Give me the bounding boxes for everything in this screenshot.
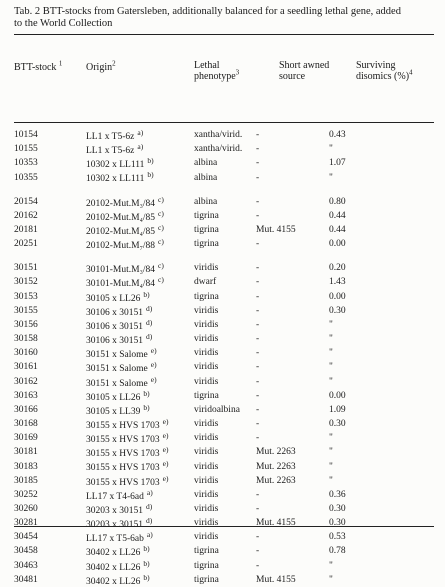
surviving-disomics-cell: 1.09 xyxy=(329,404,346,415)
table-row xyxy=(14,459,434,473)
surviving-disomics-cell: 0.44 xyxy=(329,210,346,221)
stock-cell: 30252 xyxy=(14,489,38,500)
stock-cell: 30152 xyxy=(14,277,38,288)
lethal-phenotype-cell: viridis xyxy=(194,489,219,500)
origin-footnote: d) xyxy=(146,516,153,526)
bottom-rule xyxy=(14,526,434,527)
header-surviving-line-1: Surviving xyxy=(356,60,396,71)
origin-cell xyxy=(86,530,194,544)
stock-cell: 30163 xyxy=(14,390,38,401)
short-awned-source-cell: Mut. 2263 xyxy=(256,447,296,458)
origin-footnote: a) xyxy=(146,530,153,540)
short-awned-source-cell: - xyxy=(256,560,260,571)
stock-cell: 30151 xyxy=(14,263,38,274)
origin-text: 30155 x HVS 1703 xyxy=(86,435,160,446)
origin-cell xyxy=(86,346,194,360)
origin-footnote: c) xyxy=(158,194,164,204)
stock-cell: 30153 xyxy=(14,291,38,302)
origin-text: 30151 x Salome xyxy=(86,378,148,389)
surviving-disomics-cell: 0.00 xyxy=(329,291,346,302)
lethal-phenotype-cell: viridis xyxy=(194,532,219,543)
short-awned-source-cell: - xyxy=(256,362,260,373)
header-source xyxy=(279,60,329,82)
surviving-disomics-cell: " xyxy=(329,334,333,345)
surviving-disomics-cell: 0.00 xyxy=(329,390,346,401)
stock-cell: 30160 xyxy=(14,348,38,359)
short-awned-source-cell: - xyxy=(256,130,260,141)
surviving-disomics-cell: 1.43 xyxy=(329,277,346,288)
origin-footnote: e) xyxy=(162,459,169,469)
header-stock-footnote: 1 xyxy=(58,59,63,68)
origin-cell xyxy=(86,459,194,473)
header-surviving-footnote: 4 xyxy=(409,68,413,77)
lethal-phenotype-cell: tigrina xyxy=(194,225,219,236)
origin-footnote: b) xyxy=(143,572,150,582)
origin-cell xyxy=(86,318,194,332)
short-awned-source-cell: - xyxy=(256,277,260,288)
origin-cell xyxy=(86,516,194,530)
group-spacer xyxy=(14,251,434,261)
stock-cell: 30156 xyxy=(14,319,38,330)
origin-text: 30106 x 30151 xyxy=(86,336,143,347)
stock-cell: 30161 xyxy=(14,362,38,373)
lethal-phenotype-cell: viridis xyxy=(194,263,219,274)
surviving-disomics-cell: 1.07 xyxy=(329,158,346,169)
surviving-disomics-cell: 0.30 xyxy=(329,305,346,316)
short-awned-source-cell: Mut. 2263 xyxy=(256,475,296,486)
surviving-disomics-cell: 0.43 xyxy=(329,130,346,141)
stock-cell: 10355 xyxy=(14,172,38,183)
caption-line-1: Tab. 2 BTT-stocks from Gatersleben, additionally balanced for a seedling lethal gene, added xyxy=(14,6,401,17)
origin-footnote: c) xyxy=(158,275,164,285)
origin-text: 30101-Mut.M₄/84 xyxy=(86,279,156,290)
origin-footnote: b) xyxy=(147,170,154,180)
short-awned-source-cell: - xyxy=(256,305,260,316)
short-awned-source-cell: - xyxy=(256,263,260,274)
stock-cell: 30155 xyxy=(14,305,38,316)
origin-cell xyxy=(86,445,194,459)
short-awned-source-cell: - xyxy=(256,158,260,169)
origin-text: 30402 x LL26 xyxy=(86,576,141,587)
stock-cell: 10353 xyxy=(14,158,38,169)
origin-text: 20102-Mut.M₄/85 xyxy=(86,212,156,223)
origin-footnote: e) xyxy=(150,360,157,370)
origin-text: 30106 x 30151 xyxy=(86,307,143,318)
surviving-disomics-cell: " xyxy=(329,319,333,330)
origin-cell xyxy=(86,195,194,209)
table-row xyxy=(14,156,434,170)
table-row xyxy=(14,346,434,360)
stock-cell: 20162 xyxy=(14,210,38,221)
short-awned-source-cell: Mut. 4155 xyxy=(256,518,296,529)
group-spacer-cell xyxy=(14,251,434,261)
lethal-phenotype-cell: viridis xyxy=(194,319,219,330)
surviving-disomics-cell: 0.80 xyxy=(329,196,346,207)
header-lethal-line-1: Lethal xyxy=(194,60,220,71)
short-awned-source-cell: - xyxy=(256,546,260,557)
lethal-phenotype-cell: viridis xyxy=(194,475,219,486)
lethal-phenotype-cell: viridoalbina xyxy=(194,404,240,415)
stock-cell: 10154 xyxy=(14,130,38,141)
stock-table xyxy=(14,128,434,587)
lethal-phenotype-cell: xantha/virid. xyxy=(194,130,243,141)
origin-footnote: a) xyxy=(137,128,144,137)
origin-footnote: e) xyxy=(162,473,169,483)
origin-footnote: e) xyxy=(162,445,169,455)
lethal-phenotype-cell: tigrina xyxy=(194,210,219,221)
lethal-phenotype-cell: albina xyxy=(194,172,218,183)
stock-cell: 30183 xyxy=(14,461,38,472)
origin-footnote: a) xyxy=(137,142,144,152)
table-row xyxy=(14,559,434,573)
surviving-disomics-cell: " xyxy=(329,433,333,444)
lethal-phenotype-cell: viridis xyxy=(194,461,219,472)
origin-cell xyxy=(86,290,194,304)
table-row xyxy=(14,304,434,318)
stock-cell: 30162 xyxy=(14,376,38,387)
table-row xyxy=(14,417,434,431)
lethal-phenotype-cell: dwarf xyxy=(194,277,217,288)
short-awned-source-cell: - xyxy=(256,390,260,401)
lethal-phenotype-cell: viridis xyxy=(194,503,219,514)
stock-cell: 30181 xyxy=(14,447,38,458)
table-row xyxy=(14,195,434,209)
stock-cell: 30481 xyxy=(14,574,38,585)
stock-table-body xyxy=(14,128,434,587)
origin-cell xyxy=(86,223,194,237)
group-spacer xyxy=(14,185,434,195)
table-row xyxy=(14,530,434,544)
origin-text: LL1 x T5-6z xyxy=(86,146,135,157)
origin-text: 20102-Mut.M₇/88 xyxy=(86,241,156,252)
table-row xyxy=(14,516,434,530)
table-row xyxy=(14,544,434,558)
table-row xyxy=(14,573,434,587)
origin-text: 30101-Mut.M₃/84 xyxy=(86,265,156,276)
origin-footnote: b) xyxy=(143,402,150,412)
stock-cell: 30454 xyxy=(14,532,38,543)
surviving-disomics-cell: 0.30 xyxy=(329,518,346,529)
origin-footnote: d) xyxy=(146,501,153,511)
surviving-disomics-cell: 0.30 xyxy=(329,419,346,430)
origin-footnote: c) xyxy=(158,261,164,271)
header-rule xyxy=(14,122,434,123)
stock-cell: 20251 xyxy=(14,239,38,250)
origin-text: 30203 x 30151 xyxy=(86,520,143,531)
origin-cell xyxy=(86,502,194,516)
lethal-phenotype-cell: viridis xyxy=(194,305,219,316)
stock-cell: 30185 xyxy=(14,475,38,486)
lethal-phenotype-cell: tigrina xyxy=(194,560,219,571)
table-row xyxy=(14,318,434,332)
surviving-disomics-cell: " xyxy=(329,461,333,472)
short-awned-source-cell: - xyxy=(256,144,260,155)
origin-footnote: b) xyxy=(143,558,150,568)
short-awned-source-cell: - xyxy=(256,419,260,430)
origin-text: 30155 x HVS 1703 xyxy=(86,421,160,432)
origin-footnote: d) xyxy=(146,317,153,327)
origin-cell xyxy=(86,142,194,156)
short-awned-source-cell: - xyxy=(256,291,260,302)
origin-cell xyxy=(86,209,194,223)
origin-cell xyxy=(86,544,194,558)
table-row xyxy=(14,389,434,403)
header-stock xyxy=(14,59,63,73)
origin-text: 30105 x LL26 xyxy=(86,392,141,403)
header-source-line-1: Short awned xyxy=(279,60,330,71)
origin-cell xyxy=(86,431,194,445)
origin-text: 30155 x HVS 1703 xyxy=(86,449,160,460)
top-rule xyxy=(14,34,434,35)
header-origin xyxy=(86,59,116,73)
stock-cell: 20181 xyxy=(14,225,38,236)
lethal-phenotype-cell: xantha/virid. xyxy=(194,144,243,155)
surviving-disomics-cell: 0.00 xyxy=(329,239,346,250)
surviving-disomics-cell: 0.20 xyxy=(329,263,346,274)
short-awned-source-cell: - xyxy=(256,348,260,359)
stock-cell: 30281 xyxy=(14,518,38,529)
surviving-disomics-cell: " xyxy=(329,560,333,571)
header-lethal-footnote: 3 xyxy=(235,68,240,77)
lethal-phenotype-cell: tigrina xyxy=(194,390,219,401)
table-row xyxy=(14,403,434,417)
table-row xyxy=(14,142,434,156)
table-row xyxy=(14,275,434,289)
origin-text: 30155 x HVS 1703 xyxy=(86,463,160,474)
short-awned-source-cell: - xyxy=(256,334,260,345)
origin-text: 10302 x LL111 xyxy=(86,160,145,171)
origin-text: LL1 x T5-6z xyxy=(86,132,135,143)
table-row xyxy=(14,237,434,251)
origin-text: 10302 x LL111 xyxy=(86,174,145,185)
lethal-phenotype-cell: viridis xyxy=(194,433,219,444)
header-lethal xyxy=(194,60,239,82)
stock-cell: 10155 xyxy=(14,144,38,155)
origin-footnote: c) xyxy=(158,237,164,247)
short-awned-source-cell: - xyxy=(256,433,260,444)
short-awned-source-cell: - xyxy=(256,196,260,207)
origin-text: 30203 x 30151 xyxy=(86,506,143,517)
origin-cell xyxy=(86,261,194,275)
origin-text: 30106 x 30151 xyxy=(86,322,143,333)
header-source-line-2: source xyxy=(279,71,306,82)
origin-footnote: c) xyxy=(158,208,164,218)
origin-text: LL17 x T4-6ad xyxy=(86,491,144,502)
table-row xyxy=(14,474,434,488)
short-awned-source-cell: - xyxy=(256,489,260,500)
table-row xyxy=(14,209,434,223)
origin-footnote: b) xyxy=(143,544,150,554)
table-row xyxy=(14,445,434,459)
stock-cell: 30168 xyxy=(14,419,38,430)
surviving-disomics-cell: " xyxy=(329,447,333,458)
surviving-disomics-cell: 0.78 xyxy=(329,546,346,557)
surviving-disomics-cell: 0.44 xyxy=(329,225,346,236)
table-row xyxy=(14,261,434,275)
lethal-phenotype-cell: albina xyxy=(194,196,218,207)
origin-cell xyxy=(86,332,194,346)
origin-footnote: b) xyxy=(147,156,154,166)
origin-text: 30151 x Salome xyxy=(86,350,148,361)
surviving-disomics-cell: " xyxy=(329,144,333,155)
header-lethal-line-2: phenotype xyxy=(194,71,236,82)
lethal-phenotype-cell: viridis xyxy=(194,376,219,387)
origin-cell xyxy=(86,170,194,184)
table-row xyxy=(14,488,434,502)
stock-cell: 30260 xyxy=(14,503,38,514)
short-awned-source-cell: Mut. 4155 xyxy=(256,225,296,236)
origin-text: 30402 x LL26 xyxy=(86,548,141,559)
short-awned-source-cell: - xyxy=(256,172,260,183)
origin-cell xyxy=(86,389,194,403)
lethal-phenotype-cell: viridis xyxy=(194,518,219,529)
origin-cell xyxy=(86,488,194,502)
stock-cell: 30463 xyxy=(14,560,38,571)
origin-cell xyxy=(86,403,194,417)
origin-cell xyxy=(86,375,194,389)
lethal-phenotype-cell: albina xyxy=(194,158,218,169)
origin-cell xyxy=(86,417,194,431)
lethal-phenotype-cell: tigrina xyxy=(194,291,219,302)
stock-cell: 30158 xyxy=(14,334,38,345)
group-spacer-cell xyxy=(14,185,434,195)
origin-cell xyxy=(86,128,194,142)
origin-footnote: b) xyxy=(143,388,150,398)
origin-text: 30105 x LL26 xyxy=(86,293,141,304)
lethal-phenotype-cell: viridis xyxy=(194,419,219,430)
stock-cell: 30458 xyxy=(14,546,38,557)
origin-text: 30105 x LL39 xyxy=(86,406,141,417)
origin-footnote: d) xyxy=(146,332,153,342)
short-awned-source-cell: - xyxy=(256,239,260,250)
stock-cell: 30166 xyxy=(14,404,38,415)
header-stock-text: BTT-stock xyxy=(14,62,57,73)
short-awned-source-cell: - xyxy=(256,210,260,221)
surviving-disomics-cell: " xyxy=(329,172,333,183)
short-awned-source-cell: - xyxy=(256,376,260,387)
surviving-disomics-cell: " xyxy=(329,348,333,359)
table-row xyxy=(14,375,434,389)
caption-line-2: to the World Collection xyxy=(14,18,113,29)
origin-cell xyxy=(86,360,194,374)
table-row xyxy=(14,431,434,445)
origin-footnote: e) xyxy=(162,431,169,441)
origin-text: 20102-Mut.M₄/85 xyxy=(86,227,156,238)
header-origin-text: Origin xyxy=(86,62,113,73)
lethal-phenotype-cell: tigrina xyxy=(194,239,219,250)
origin-footnote: e) xyxy=(150,346,157,356)
short-awned-source-cell: - xyxy=(256,319,260,330)
table-row xyxy=(14,502,434,516)
origin-cell xyxy=(86,573,194,587)
header-surviving xyxy=(356,60,413,82)
surviving-disomics-cell: 0.36 xyxy=(329,489,346,500)
surviving-disomics-cell: " xyxy=(329,376,333,387)
table-row xyxy=(14,223,434,237)
lethal-phenotype-cell: viridis xyxy=(194,348,219,359)
surviving-disomics-cell: " xyxy=(329,475,333,486)
origin-cell xyxy=(86,156,194,170)
table-caption xyxy=(14,6,434,30)
stock-cell: 30169 xyxy=(14,433,38,444)
origin-cell xyxy=(86,474,194,488)
surviving-disomics-cell: 0.30 xyxy=(329,503,346,514)
table-row xyxy=(14,332,434,346)
origin-footnote: b) xyxy=(143,289,150,299)
short-awned-source-cell: Mut. 2263 xyxy=(256,461,296,472)
origin-cell xyxy=(86,559,194,573)
short-awned-source-cell: - xyxy=(256,404,260,415)
short-awned-source-cell: - xyxy=(256,532,260,543)
header-surviving-line-2: disomics (%) xyxy=(356,71,410,82)
stock-cell: 20154 xyxy=(14,196,38,207)
origin-text: LL17 x T5-6ab xyxy=(86,534,144,545)
origin-text: 30402 x LL26 xyxy=(86,562,141,573)
lethal-phenotype-cell: viridis xyxy=(194,362,219,373)
header-origin-footnote: 2 xyxy=(112,59,116,68)
surviving-disomics-cell: " xyxy=(329,574,333,585)
surviving-disomics-cell: " xyxy=(329,362,333,373)
lethal-phenotype-cell: viridis xyxy=(194,447,219,458)
origin-cell xyxy=(86,275,194,289)
origin-text: 20102-Mut.M₃/84 xyxy=(86,198,156,209)
origin-footnote: a) xyxy=(146,487,153,497)
table-row xyxy=(14,360,434,374)
origin-cell xyxy=(86,237,194,251)
table-row xyxy=(14,170,434,184)
origin-footnote: e) xyxy=(150,374,157,384)
origin-footnote: d) xyxy=(146,303,153,313)
origin-text: 30155 x HVS 1703 xyxy=(86,477,160,488)
table-row xyxy=(14,290,434,304)
table-row xyxy=(14,128,434,142)
lethal-phenotype-cell: tigrina xyxy=(194,574,219,585)
surviving-disomics-cell: 0.53 xyxy=(329,532,346,543)
lethal-phenotype-cell: viridis xyxy=(194,334,219,345)
short-awned-source-cell: - xyxy=(256,503,260,514)
origin-text: 30151 x Salome xyxy=(86,364,148,375)
origin-footnote: c) xyxy=(158,222,164,232)
lethal-phenotype-cell: tigrina xyxy=(194,546,219,557)
origin-footnote: e) xyxy=(162,416,169,426)
origin-cell xyxy=(86,304,194,318)
short-awned-source-cell: Mut. 4155 xyxy=(256,574,296,585)
